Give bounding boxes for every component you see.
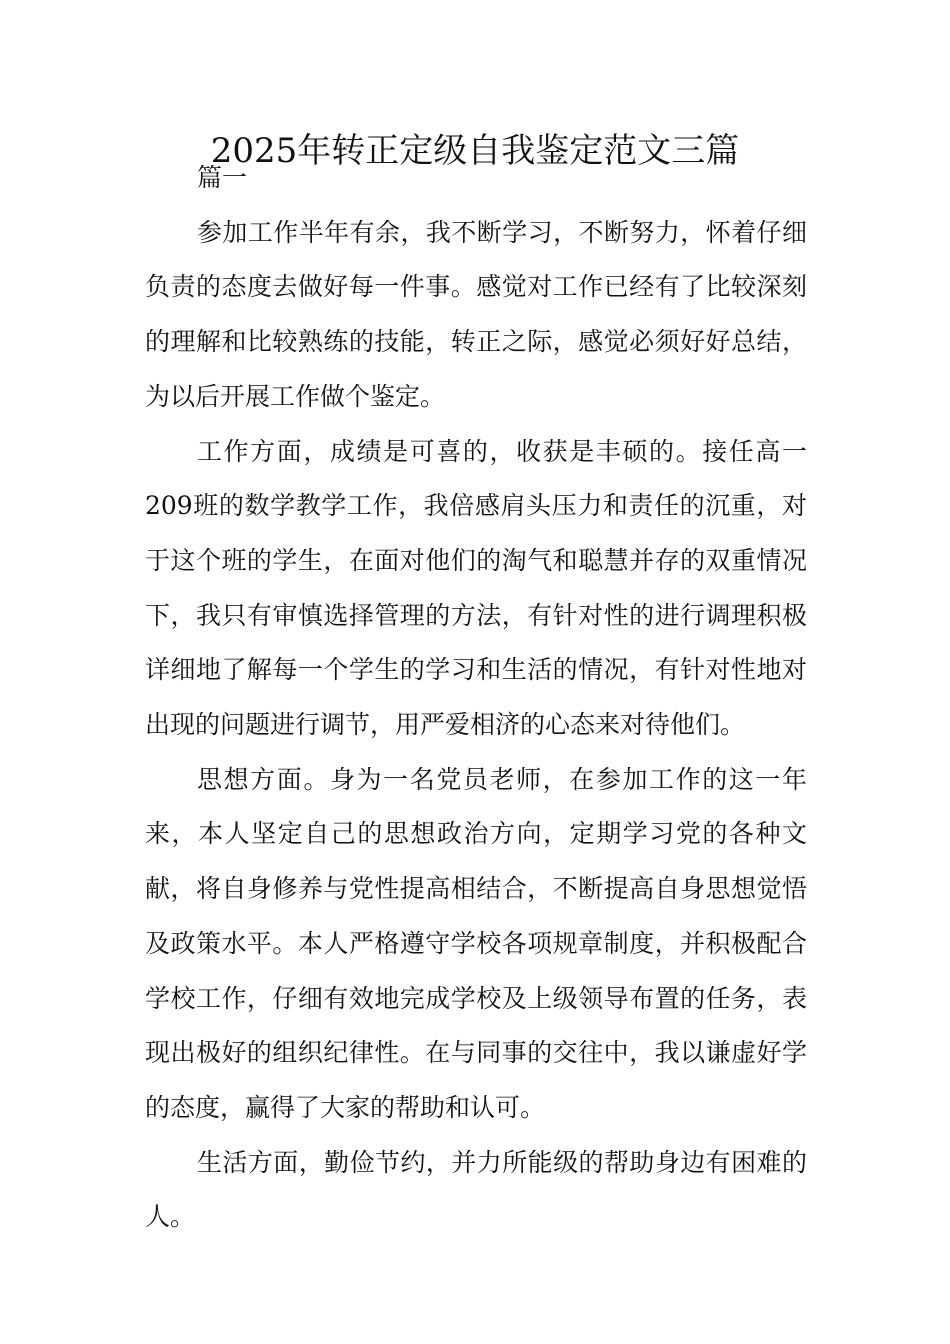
document-body [145,151,807,1245]
paragraph-ideology: 思想方面。身为一名党员老师，在参加工作的这一年来，本人坚定自己的思想政治方向，定期学习党的各种文献，将自身修养与党性提高相结合，不断提高自身思想觉悟及政策水平。本人严格遵守学校各项规章制度，并积极配合学校工作，仔细有效地完成学校及上级领导布置的任务，表现出极好的组织纪律性。在与同事的交往中，我以谦虚好学的态度，赢得了大家的帮助和认可。 [145,764,807,1122]
section-label: 篇一 [197,163,248,192]
document-title: 2025年转正定级自我鉴定范文三篇 [210,131,740,171]
paragraph-intro: 参加工作半年有余，我不断学习，不断努力，怀着仔细负责的态度去做好每一件事。感觉对工作已经有了比较深刻的理解和比较熟练的技能，转正之际，感觉必须好好总结，为以后开展工作做个鉴定。 [145,217,807,411]
paragraph-work: 工作方面，成绩是可喜的，收获是丰硕的。接任高一209班的数学教学工作，我倍感肩头压力和责任的沉重，对于这个班的学生，在面对他们的淘气和聪慧并存的双重情况下，我只有审慎选择管理的方法，有针对性的进行调理积极详细地了解每一个学生的学习和生活的情况，有针对性地对出现的问题进行调节，用严爱相济的心态来对待他们。 [145,436,807,740]
paragraph-life: 生活方面，勤俭节约，并力所能级的帮助身边有困难的人。 [145,1147,807,1232]
